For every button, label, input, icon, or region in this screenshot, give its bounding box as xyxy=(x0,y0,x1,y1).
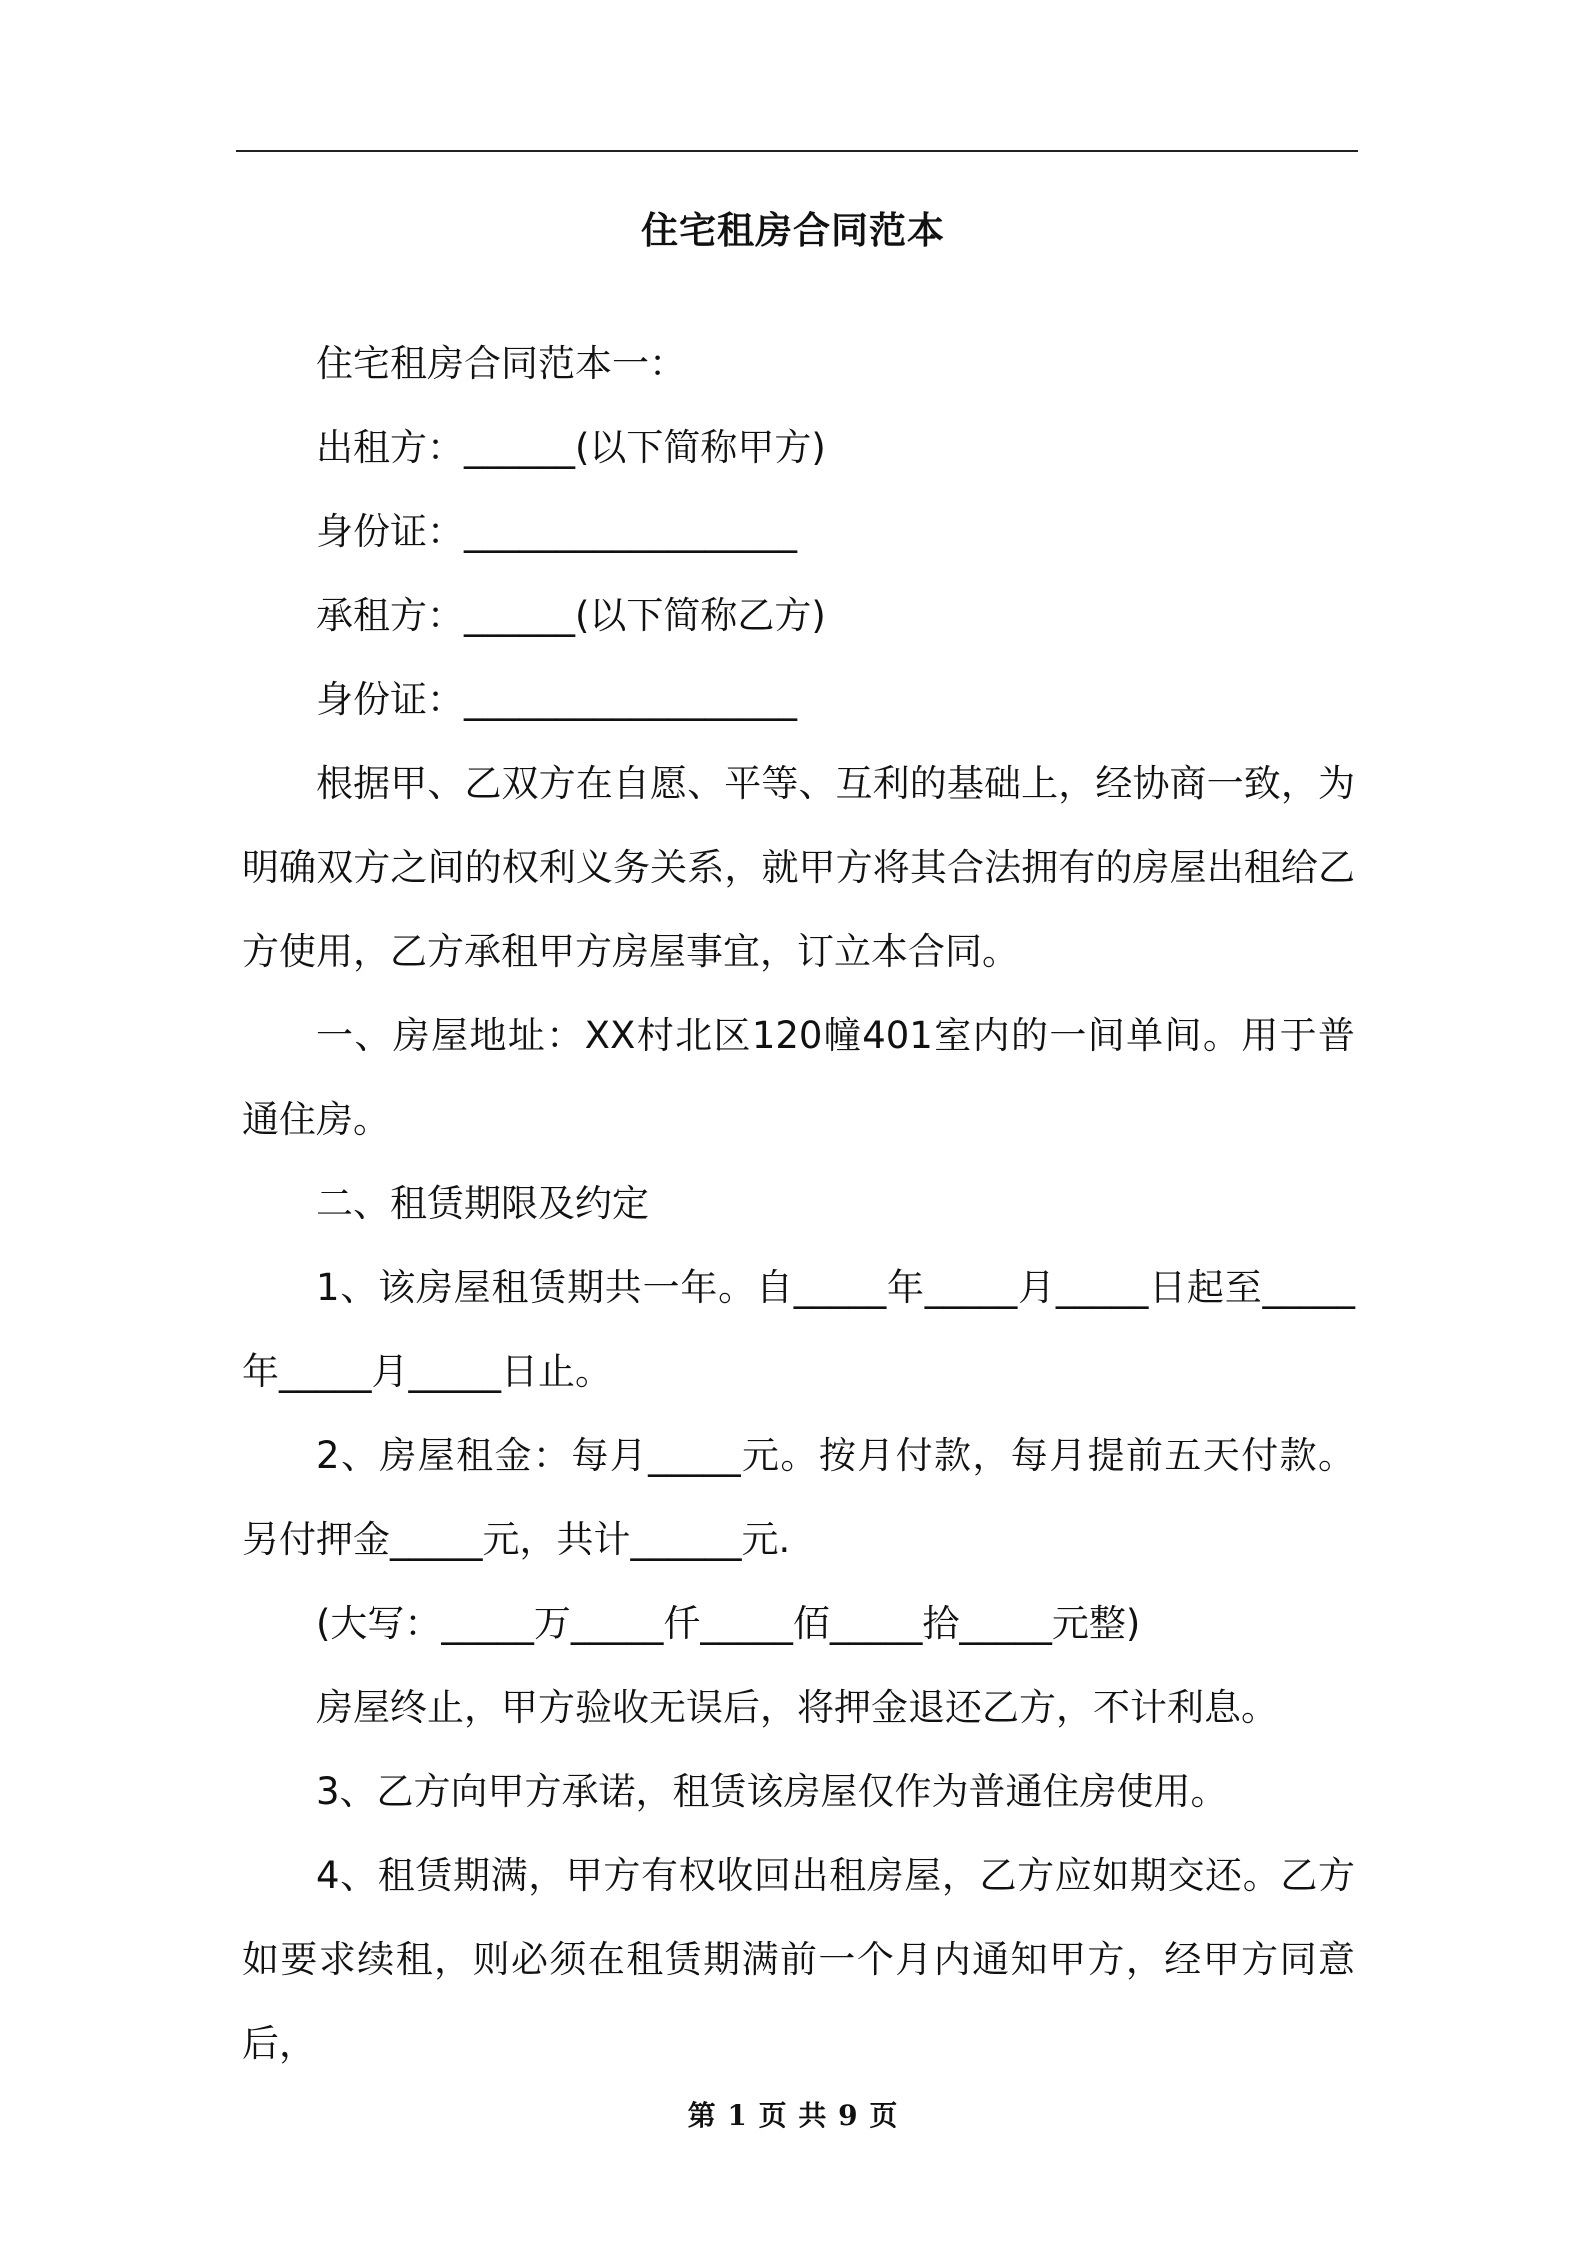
lessee-id-field: 身份证：__________________ xyxy=(316,678,797,721)
clause-address: 一、房屋地址：XX村北区120幢401室内的一间单间。用于普通住房。 xyxy=(242,1014,1355,1141)
document-title: 住宅租房合同范本 xyxy=(641,209,945,252)
lessor-id-field: 身份证：__________________ xyxy=(316,510,797,553)
document-body xyxy=(242,322,1355,2086)
clause-rent: 2、房屋租金：每月_____元。按月付款，每月提前五天付款。另付押金_____元，共计______元. xyxy=(242,1434,1355,1561)
clause-rent-uppercase: (大写：_____万_____仟_____佰_____拾_____元整) xyxy=(316,1602,1141,1645)
section-heading: 住宅租房合同范本一： xyxy=(316,342,686,385)
header-rule xyxy=(236,150,1358,152)
clause-usage: 3、乙方向甲方承诺，租赁该房屋仅作为普通住房使用。 xyxy=(316,1770,1228,1813)
clause-term-period: 1、该房屋租赁期共一年。自_____年_____月_____日起至_____年_____月_____日止。 xyxy=(242,1266,1355,1393)
clause-renewal: 4、租赁期满，甲方有权收回出租房屋，乙方应如期交还。乙方如要求续租，则必须在租赁期满前一个月内通知甲方，经甲方同意后， xyxy=(242,1854,1355,2065)
page-number-footer: 第 1 页 共 9 页 xyxy=(687,2099,899,2132)
lessor-field: 出租方：______(以下简称甲方) xyxy=(316,426,826,469)
clause-deposit-return: 房屋终止，甲方验收无误后，将押金退还乙方，不计利息。 xyxy=(316,1686,1278,1729)
clause-heading-term: 二、租赁期限及约定 xyxy=(316,1182,649,1225)
preamble-paragraph: 根据甲、乙双方在自愿、平等、互利的基础上，经协商一致，为明确双方之间的权利义务关系，就甲方将其合法拥有的房屋出租给乙方使用，乙方承租甲方房屋事宜，订立本合同。 xyxy=(242,762,1355,973)
lessee-field: 承租方：______(以下简称乙方) xyxy=(316,594,826,637)
